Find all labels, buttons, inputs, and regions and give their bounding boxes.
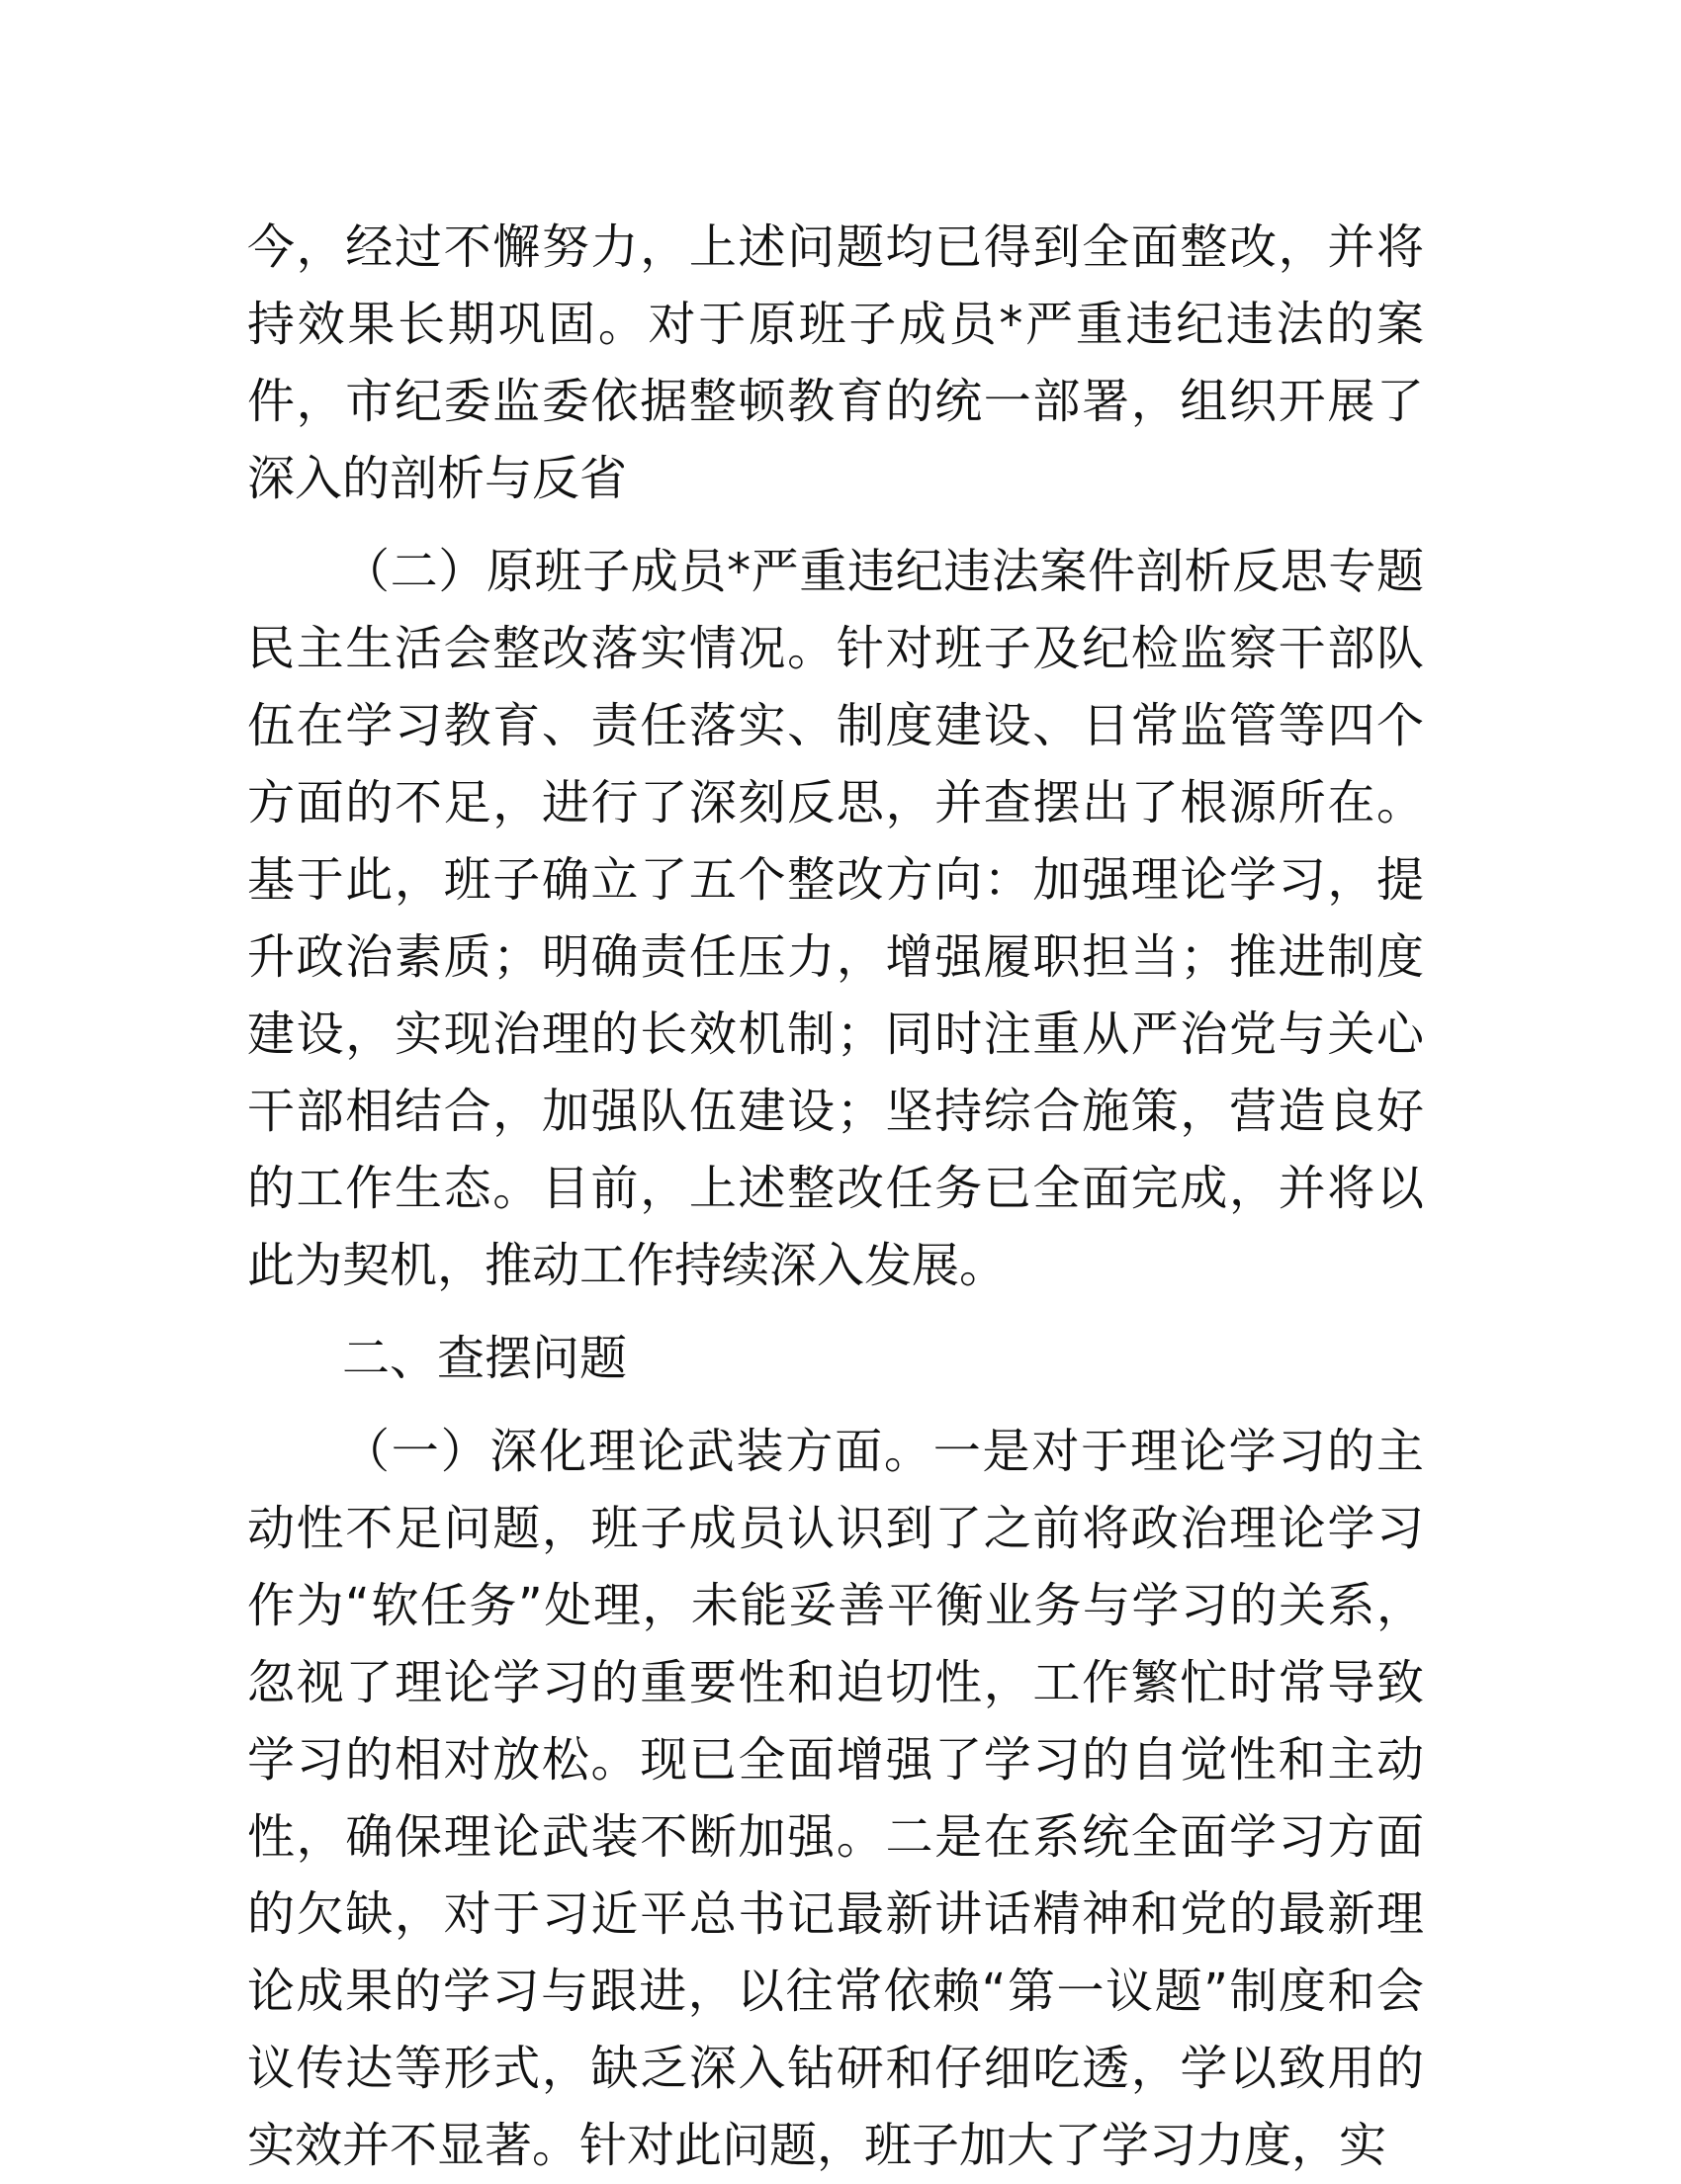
paragraph-section-1-2: （二）原班子成员*严重违纪违法案件剖析反思专题民主生活会整改落实情况。针对班子及纪检监察干部队伍在学习教育、责任落实、制度建设、日常监管等四个方面的不足，进行了深刻反思，并查摆出了根源所在。基于此，班子确立了五个整改方向：加强理论学习，提升政治素质；明确责任压力，增强履职担当；推进制度建设，实现治理的长效机制；同时注重从严治党与关心干部相结合，加强队伍建设；坚持综合施策，营造良好的工作生态。目前，上述整改任务已全面完成，并将以此为契机，推动工作持续深入发展。 — [247, 544, 1424, 1293]
section-heading: 二、查摆问题 — [342, 1331, 628, 1386]
paragraph-continuation: 今，经过不懈努力，上述问题均已得到全面整改，并将持效果长期巩固。对于原班子成员*严重违纪违法的案件，市纪委监委依据整顿教育的统一部署，组织开展了深入的剖析与反省 — [247, 219, 1424, 506]
document-body — [247, 209, 1424, 2184]
paragraph-section-2-1: （一）深化理论武装方面。一是对于理论学习的主动性不足问题，班子成员认识到了之前将政治理论学习作为“软任务”处理，未能妥善平衡业务与学习的关系，忽视了理论学习的重要性和迫切性，工作繁忙时常导致学习的相对放松。现已全面增强了学习的自觉性和主动性，确保理论武装不断加强。二是在系统全面学习方面的欠缺，对于习近平总书记最新讲话精神和党的最新理论成果的学习与跟进，以往常依赖“第一议题”制度和会议传达等形式，缺乏深入钻研和仔细吃透，学以致用的实效并不显著。针对此问题，班子加大了学习力度，实 — [247, 1424, 1424, 2173]
